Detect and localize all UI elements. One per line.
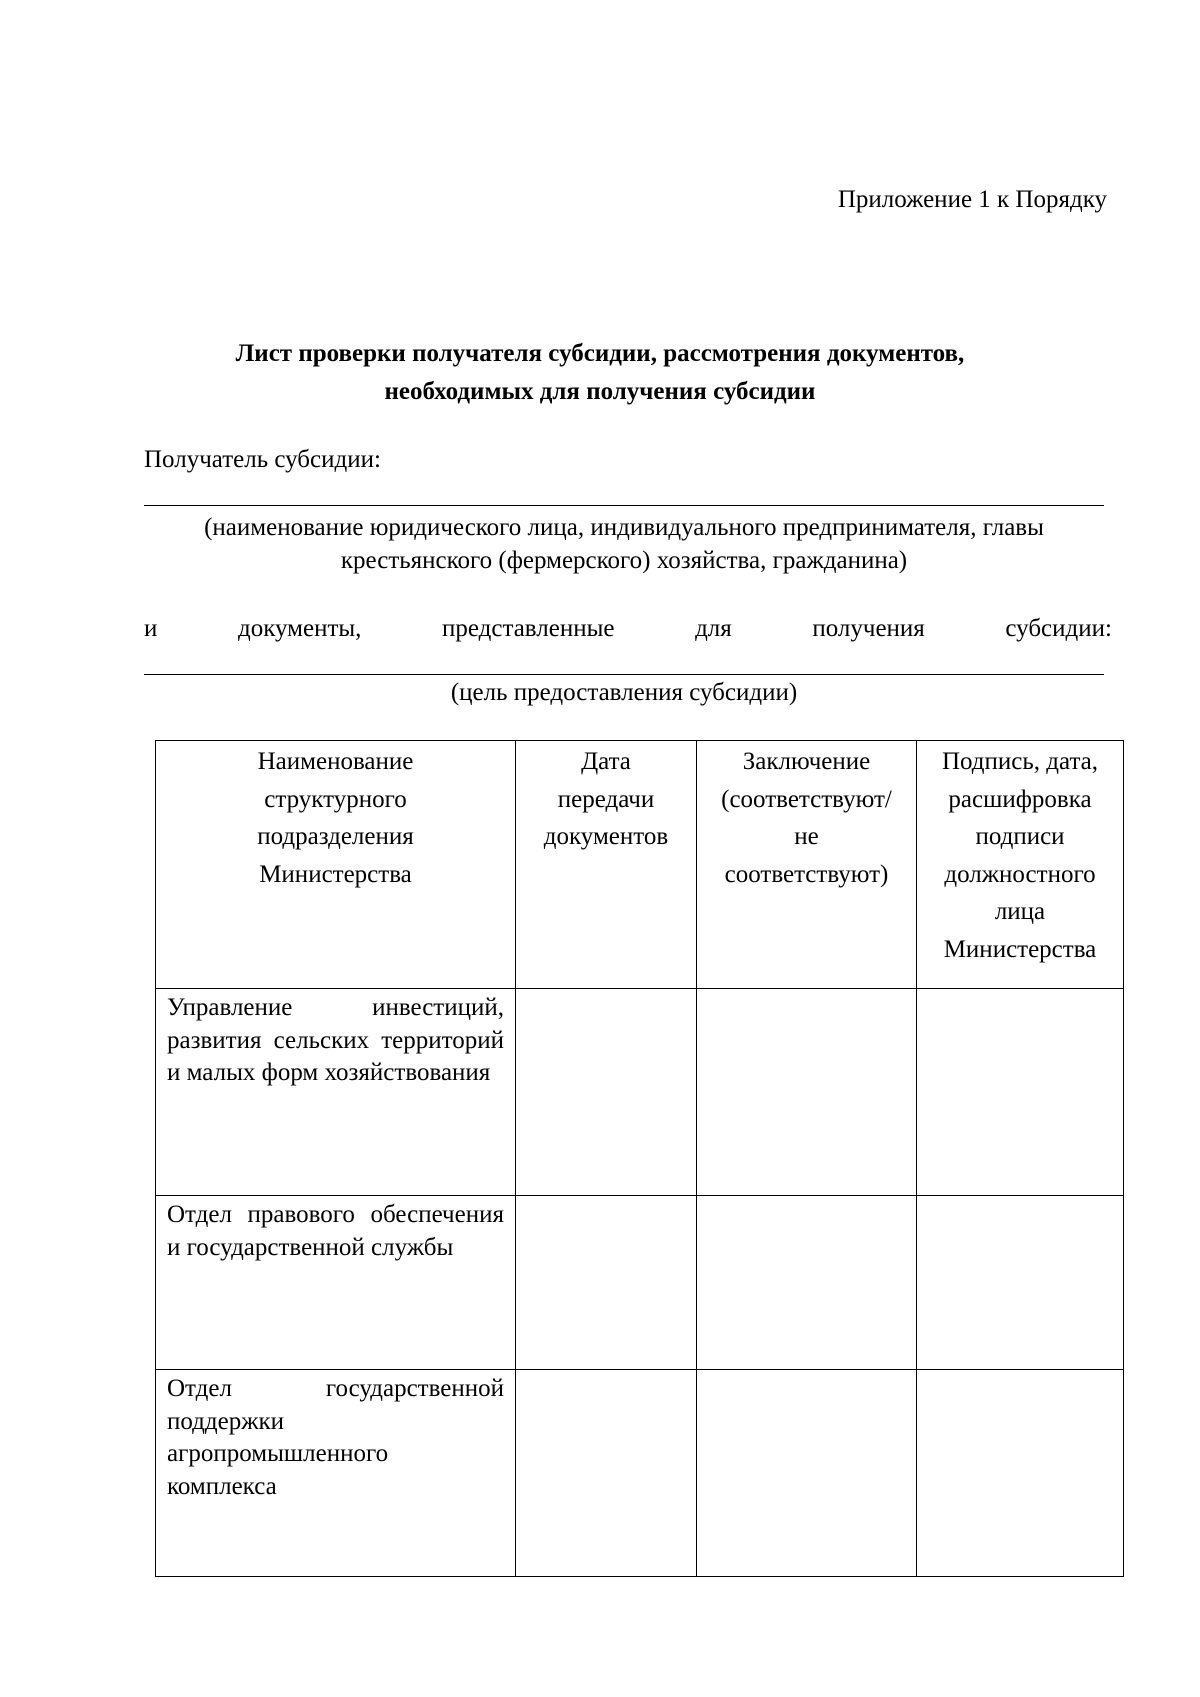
header-text-line: Министерства: [259, 860, 412, 888]
header-text-line: Заключение: [742, 748, 871, 775]
recipient-label: Получатель субсидии:: [144, 446, 381, 473]
conclusion-cell[interactable]: [697, 989, 917, 1196]
recipient-fill-line: [144, 505, 1104, 506]
table-header-row: [156, 741, 1124, 989]
documents-word: для: [695, 615, 732, 642]
header-text-line: должностного: [944, 860, 1096, 888]
recipient-caption: [144, 511, 1104, 577]
documents-word: документы,: [237, 615, 362, 642]
header-signature: [917, 741, 1124, 989]
check-table: [155, 740, 1124, 1577]
purpose-caption: (цель предоставления субсидии): [450, 679, 798, 706]
header-text-line: лица: [994, 898, 1046, 925]
department-name-cell: Управление инвестиций, развития сельских территорий и малых форм хозяйствования: [156, 989, 516, 1196]
transfer-date-cell[interactable]: [516, 1196, 697, 1370]
documents-word: получения: [812, 615, 925, 642]
signature-cell[interactable]: [917, 989, 1124, 1196]
table-row: [156, 1370, 1124, 1577]
document-title: [0, 335, 1200, 411]
header-text-line: Дата: [581, 748, 631, 775]
header-text-line: подразделения: [257, 823, 414, 850]
appendix-reference: Приложение 1 к Порядку: [837, 186, 1107, 213]
header-text-line: Подпись, дата,: [941, 748, 1099, 775]
header-conclusion: [697, 741, 917, 989]
header-text-line: соответствуют): [724, 860, 889, 888]
conclusion-cell[interactable]: [697, 1196, 917, 1370]
transfer-date-cell[interactable]: [516, 989, 697, 1196]
header-text-line: (соответствуют/: [721, 785, 892, 813]
recipient-caption-line-2: крестьянского (фермерского) хозяйства, гражданина): [340, 547, 908, 574]
header-text-line: передачи: [557, 785, 655, 813]
header-text-line: расшифровка: [948, 785, 1092, 813]
transfer-date-cell[interactable]: [516, 1370, 697, 1577]
documents-word: субсидии:: [1005, 615, 1112, 642]
purpose-fill-line: [144, 674, 1104, 675]
signature-cell[interactable]: [917, 1370, 1124, 1577]
department-name-cell: Отдел государственной поддержки агропромышленного комплекса: [156, 1370, 516, 1577]
signature-cell[interactable]: [917, 1196, 1124, 1370]
header-text-line: не: [794, 823, 819, 850]
department-name-cell: Отдел правового обеспечения и государственной службы: [156, 1196, 516, 1370]
recipient-caption-line-1: (наименование юридического лица, индивидуального предпринимателя, главы: [204, 514, 1044, 541]
header-department: [156, 741, 516, 989]
title-line-2: необходимых для получения субсидии: [384, 378, 816, 405]
header-transfer-date: [516, 741, 697, 989]
header-text-line: структурного: [264, 785, 407, 813]
table-row: [156, 1196, 1124, 1370]
header-text-line: Министерства: [943, 935, 1097, 963]
table-row: [156, 989, 1124, 1196]
header-text-line: Наименование: [257, 748, 414, 775]
documents-line: [144, 612, 1112, 646]
title-line-1: Лист проверки получателя субсидии, рассмотрения документов,: [235, 340, 965, 367]
header-text-line: документов: [543, 823, 669, 850]
documents-word: представленные: [442, 615, 615, 642]
documents-word: и: [144, 615, 158, 642]
conclusion-cell[interactable]: [697, 1370, 917, 1577]
header-text-line: подписи: [975, 823, 1065, 850]
